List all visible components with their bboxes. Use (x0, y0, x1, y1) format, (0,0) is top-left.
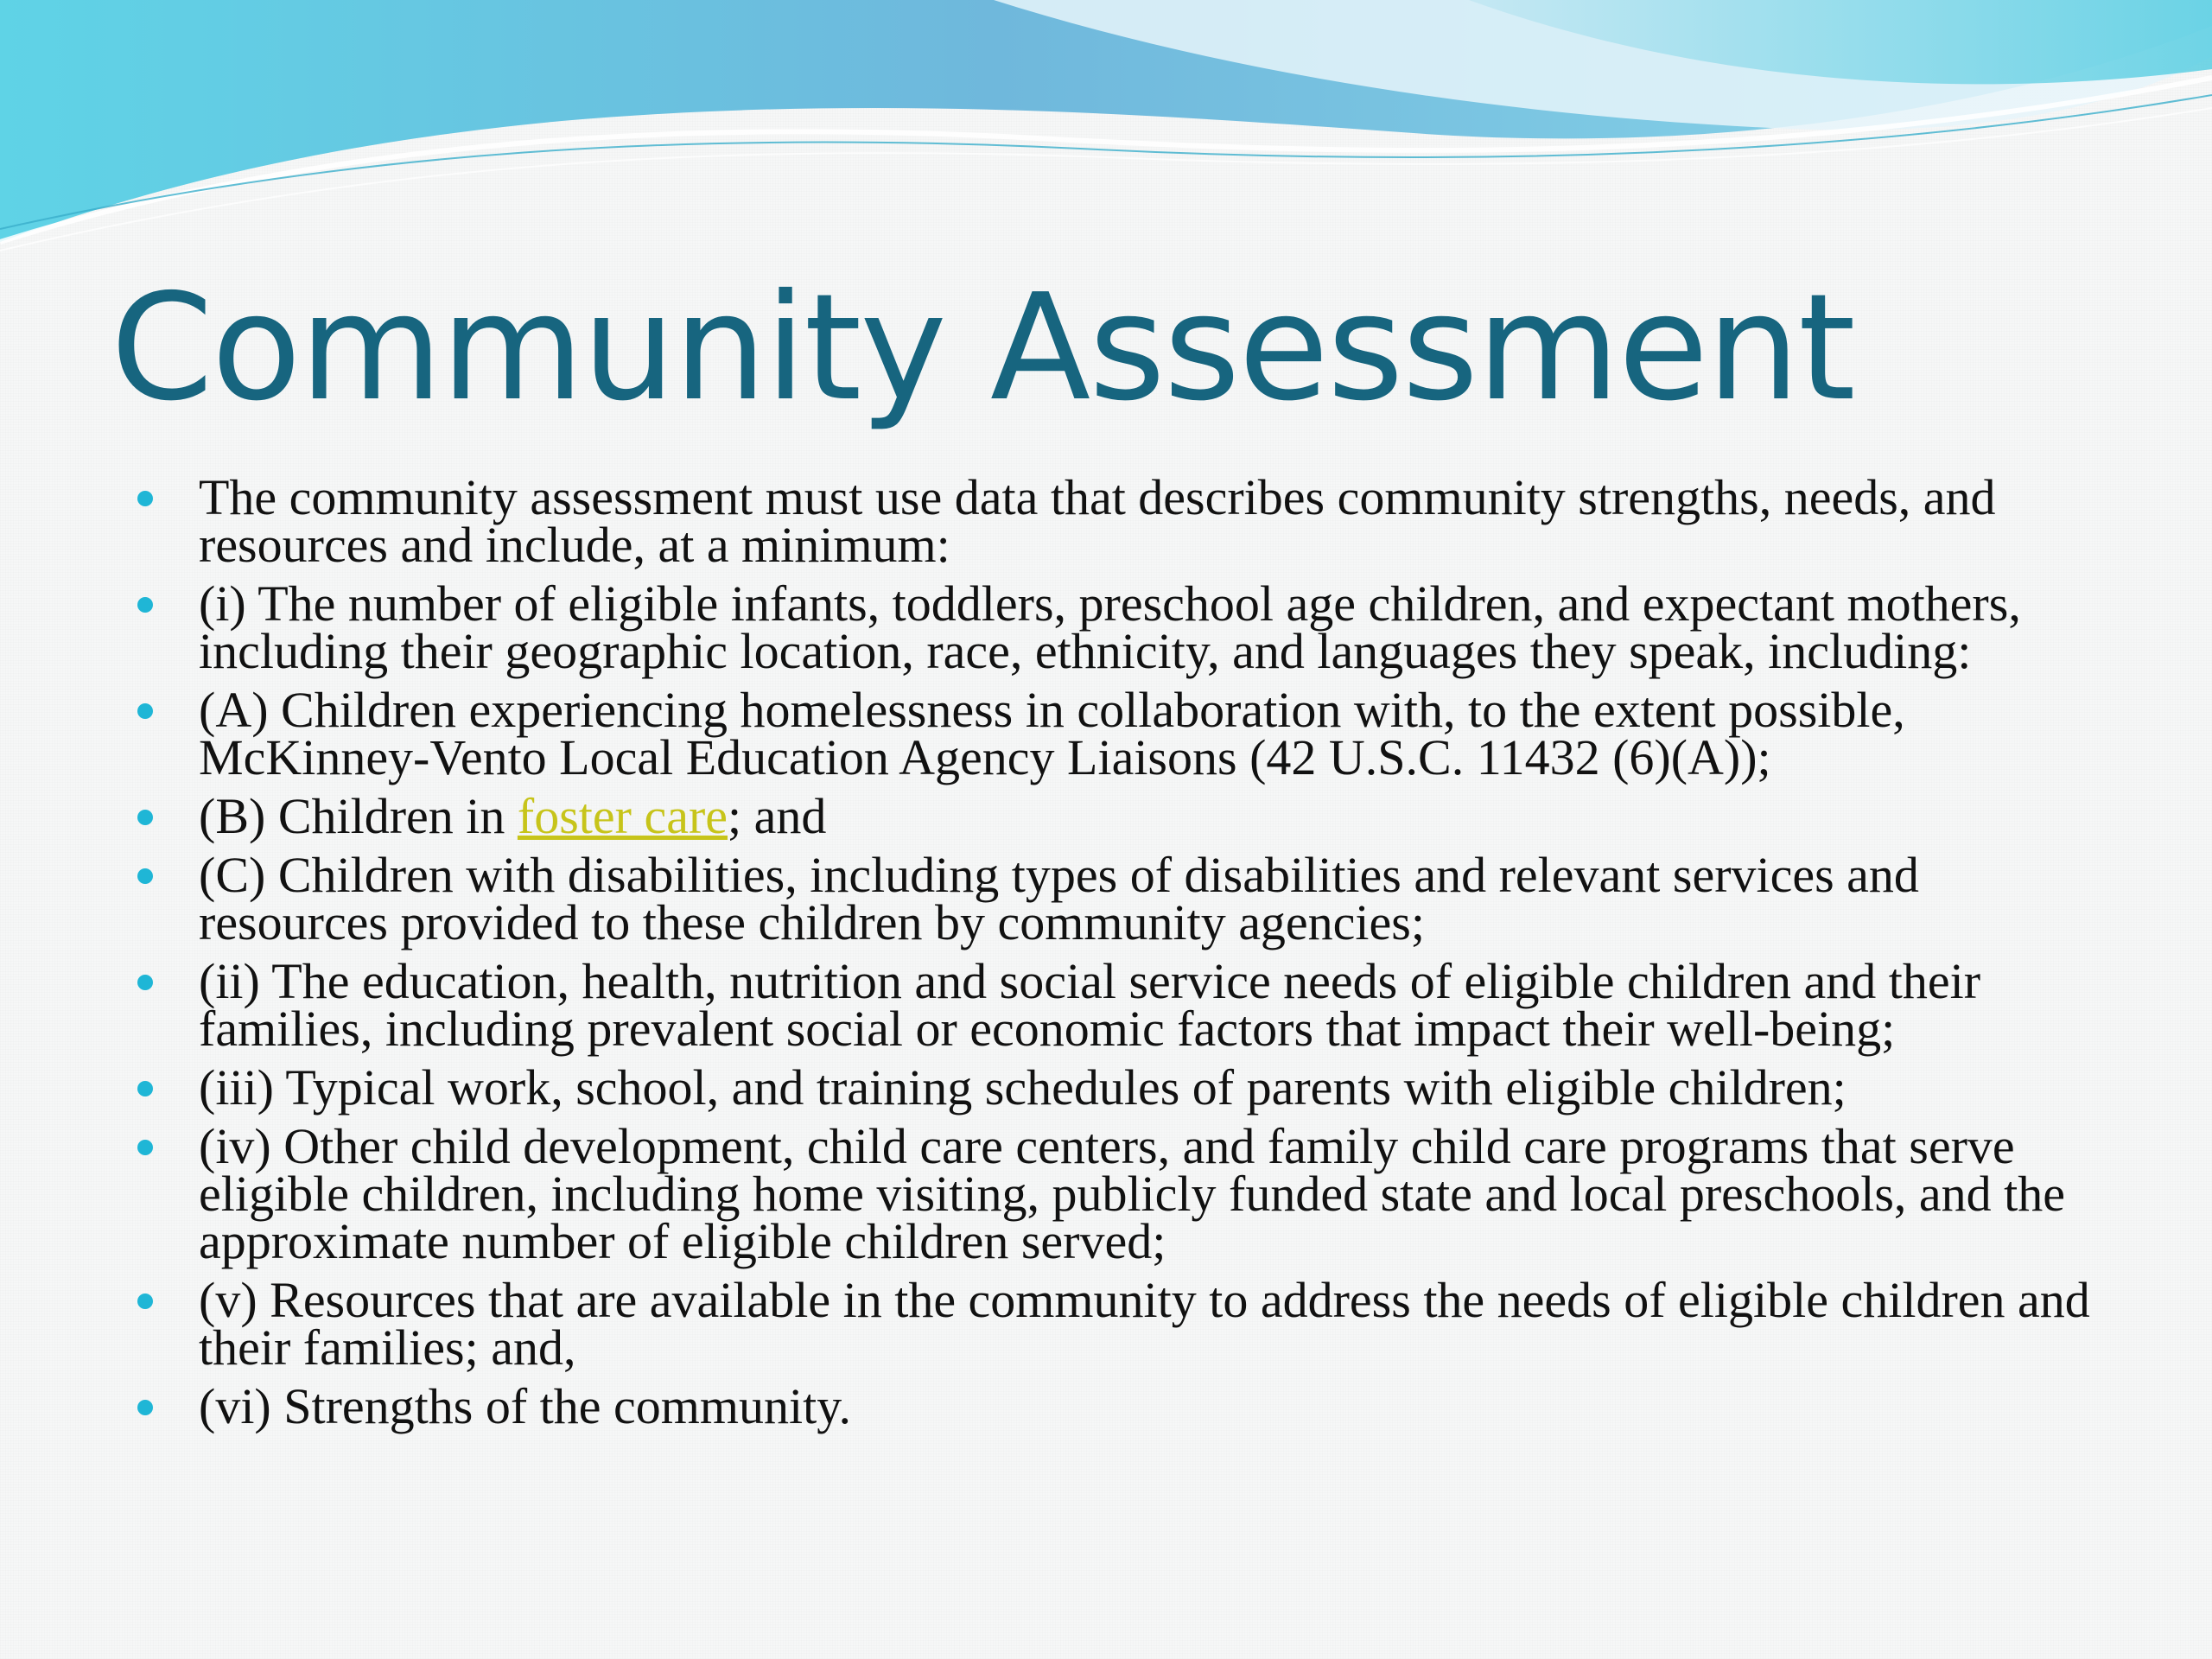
bullet-item (130, 1378, 2108, 1434)
bullet-dot-icon (137, 810, 153, 825)
bullet-text: (C) Children with disabilities, including types of disabilities and relevant services and resources provided to these children by community agencies; (199, 847, 1919, 950)
bullet-item (130, 788, 2108, 844)
bullet-item (130, 575, 2108, 679)
bullet-text: (iv) Other child development, child care centers, and family child care programs that serve eligible children, including home visiting, publicly funded state and local preschools, and the approximate number of eligible children served; (199, 1118, 2065, 1269)
bullet-item (130, 682, 2108, 785)
bullet-dot-icon (137, 703, 153, 719)
bullet-dot-icon (137, 1140, 153, 1155)
bullet-text: (i) The number of eligible infants, toddlers, preschool age children, and expectant mothers, including their geographic location, race, ethnicity, and languages they speak, including: (199, 575, 2021, 679)
bullet-dot-icon (137, 597, 153, 613)
bullet-text: (iii) Typical work, school, and training schedules of parents with eligible children; (199, 1059, 1847, 1116)
bullet-dot-icon (137, 491, 153, 506)
bullet-item (130, 847, 2108, 950)
bullet-item (130, 1272, 2108, 1376)
bullet-item (130, 1118, 2108, 1269)
bullet-dot-icon (137, 1294, 153, 1309)
bullet-dot-icon (137, 975, 153, 990)
bullet-dot-icon (137, 1400, 153, 1415)
bullet-item (130, 469, 2108, 573)
foster-care-link[interactable]: foster care (517, 788, 728, 844)
header-wave-decoration (0, 0, 2212, 259)
bullet-item (130, 1059, 2108, 1116)
bullet-text: (A) Children experiencing homelessness in collaboration with, to the extent possible, McKinney-Vento Local Education Agency Liaisons (42 U.S.C. 11432 (6)(A)); (199, 682, 1905, 785)
bullet-text-before-link: (B) Children in (199, 788, 518, 844)
bullet-text: (v) Resources that are available in the community to address the needs of eligible children and their families; and, (199, 1272, 2090, 1376)
bullet-text-after-link: ; and (728, 788, 827, 844)
bullet-text: (ii) The education, health, nutrition and social service needs of eligible children and their families, including prevalent social or economic factors that impact their well-being; (199, 953, 1981, 1057)
slide-title: Community Assessment (111, 263, 1854, 434)
bullet-text: (vi) Strengths of the community. (199, 1378, 851, 1434)
bullet-dot-icon (137, 868, 153, 884)
bullet-list (130, 469, 2108, 1441)
bullet-dot-icon (137, 1081, 153, 1096)
bullet-item (130, 953, 2108, 1057)
bullet-text: The community assessment must use data that describes community strengths, needs, and resources and include, at a minimum: (199, 469, 1996, 573)
